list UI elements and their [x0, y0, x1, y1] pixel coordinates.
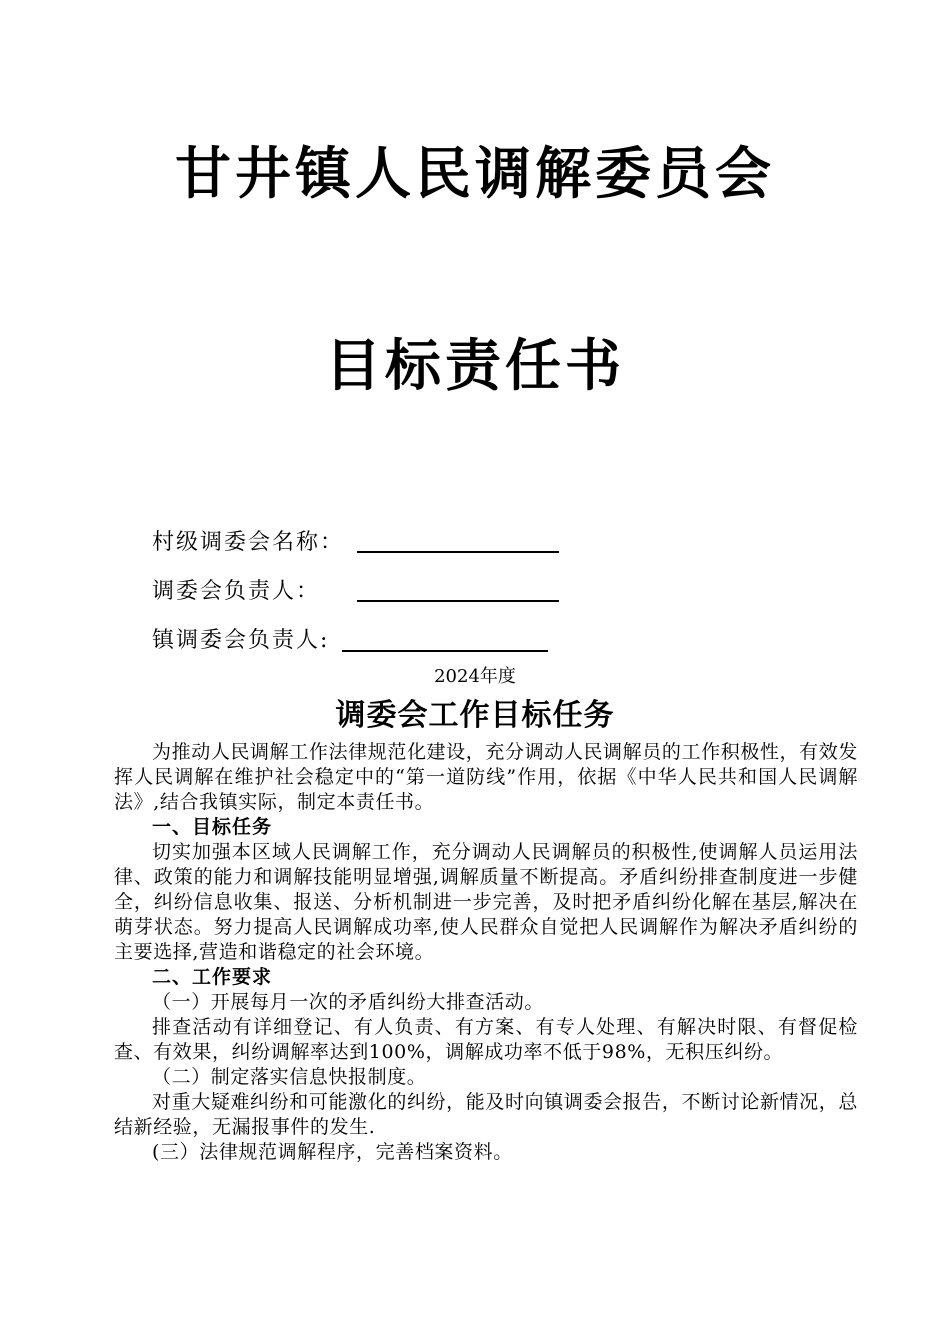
- field-town-committee-head: [152, 626, 329, 656]
- intro-paragraph: 为推动人民调解工作法律规范化建设，充分调动人民调解员的工作积极性，有效发挥人民调解在维护社会稳定中的“第一道防线”作用，依据《中华人民共和国人民调解法》,结合我镇实际，制定本责任书。: [114, 741, 858, 813]
- requirement-item-3: (三）法律规范调解程序，完善档案资料。: [152, 1141, 513, 1163]
- document-title: 甘井镇人民调解委员会: [175, 142, 775, 207]
- field-committee-head: [152, 577, 320, 607]
- field-label: 镇调委会负责人:: [152, 628, 330, 653]
- field-village-committee-name: [152, 528, 344, 558]
- requirement-detail-1: 排查活动有详细登记、有人负责、有方案、有专人处理、有解决时限、有督促检查、有效果，纠纷调解率达到100%，调解成功率不低于98%，无积压纠纷。: [114, 1016, 858, 1063]
- heading-requirements: 二、工作要求: [152, 966, 273, 988]
- requirement-item-2: （二）制定落实信息快报制度。: [152, 1066, 427, 1088]
- field-blank-line: [357, 551, 559, 553]
- heading-goals: 一、目标任务: [152, 816, 273, 838]
- goals-paragraph: 切实加强本区域人民调解工作，充分调动人民调解员的积极性,使调解人员运用法律、政策的能力和调解技能明显增强,调解质量不断提高。矛盾纠纷排查制度进一步健全，纠纷信息收集、报送、分析机制进一步完善，及时把矛盾纠纷化解在基层,解决在萌芽状态。努力提高人民调解成功率,使人民群众自觉把人民调解作为解决矛盾纠纷的主要选择,营造和谐稳定的社会环境。: [114, 841, 858, 963]
- document-subtitle: 目标责任书: [325, 334, 625, 399]
- field-blank-line: [342, 650, 548, 652]
- year-label: 2024年度: [434, 666, 516, 687]
- section-title: 调委会工作目标任务: [335, 698, 615, 733]
- field-blank-line: [357, 600, 559, 602]
- requirement-item-1: （一）开展每月一次的矛盾纠纷大排查活动。: [152, 991, 545, 1013]
- field-label: 调委会负责人：: [152, 579, 321, 604]
- requirement-detail-2: 对重大疑难纠纷和可能激化的纠纷，能及时向镇调委会报告，不断讨论新情况，总结新经验，无漏报事件的发生.: [114, 1091, 858, 1138]
- document-body: [114, 740, 858, 1165]
- field-label: 村级调委会名称：: [152, 530, 345, 555]
